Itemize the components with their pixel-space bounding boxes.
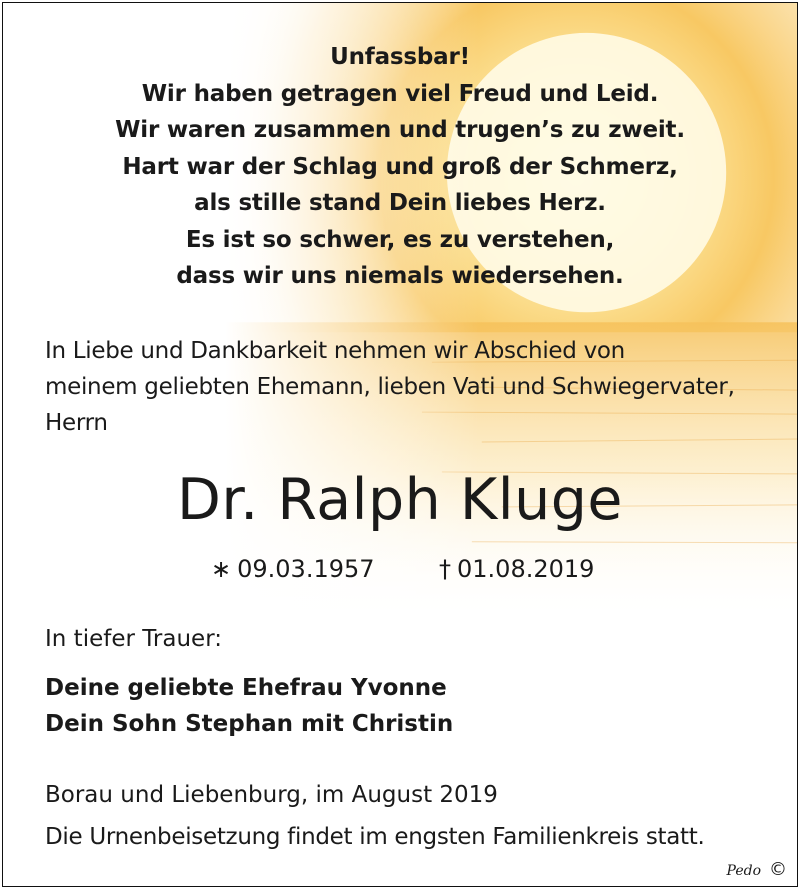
- intro-line: meinem geliebten Ehemann, lieben Vati und Schwiegervater,: [45, 374, 735, 400]
- copyright-icon: ©: [769, 859, 787, 880]
- death-cross-icon: †: [439, 555, 451, 583]
- birth-date-group: [211, 552, 375, 586]
- poem-line: Unfassbar!: [330, 44, 470, 70]
- place-and-date: Borau und Liebenburg, im August 2019: [45, 782, 498, 808]
- obituary-notice: [2, 2, 798, 887]
- family-member: Deine geliebte Ehefrau Yvonne: [45, 675, 447, 701]
- poem-line: Es ist so schwer, es zu verstehen,: [185, 226, 615, 253]
- birth-date: 09.03.1957: [237, 555, 375, 583]
- poem-line: dass wir uns niemals wiedersehen.: [176, 263, 624, 289]
- signature: Pedo: [726, 863, 761, 879]
- poem-line: Hart war der Schlag und groß der Schmerz,: [122, 153, 678, 180]
- poem-line: als stille stand Dein liebes Herz.: [194, 190, 606, 216]
- intro-line: Herrn: [45, 410, 108, 436]
- birth-star-icon: ∗: [211, 555, 232, 583]
- burial-note: Die Urnenbeisetzung findet im engsten Familienkreis statt.: [45, 824, 705, 850]
- death-date-group: [439, 552, 594, 586]
- deceased-name: Dr. Ralph Kluge: [177, 467, 623, 533]
- family-member: Dein Sohn Stephan mit Christin: [45, 710, 454, 737]
- mourning-label: In tiefer Trauer:: [45, 626, 222, 652]
- death-date: 01.08.2019: [457, 555, 595, 583]
- intro-line: In Liebe und Dankbarkeit nehmen wir Abschied von: [45, 338, 625, 364]
- poem-line: Wir waren zusammen und trugen’s zu zweit.: [115, 117, 685, 143]
- credit-line: [727, 859, 787, 882]
- poem-line: Wir haben getragen viel Freud und Leid.: [141, 80, 659, 107]
- farewell-intro: [45, 333, 775, 441]
- memorial-poem: [3, 39, 797, 295]
- family-list: [45, 671, 453, 742]
